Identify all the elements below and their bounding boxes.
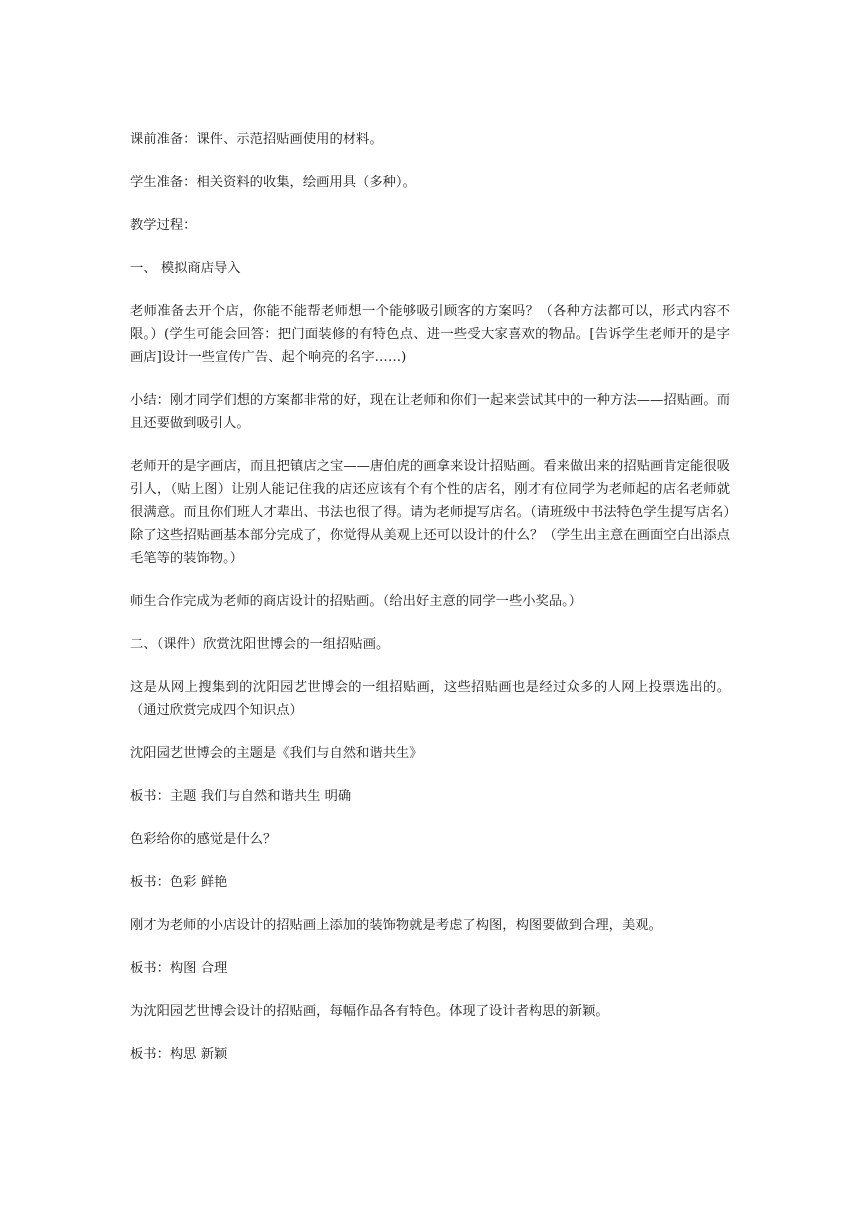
- paragraph-concept: 为沈阳园艺世博会设计的招贴画，每幅作品各有特色。体现了设计者构思的新颖。: [130, 1004, 609, 1019]
- paragraph-cooperation: 师生合作完成为老师的商店设计的招贴画。（给出好主意的同学一些小奖品。）: [130, 594, 583, 609]
- paragraph-class-prep: 课前准备：课件、示范招贴画使用的材料。: [130, 132, 383, 147]
- section-heading-2: 二、（课件）欣赏沈阳世博会的一组招贴画。: [130, 637, 390, 652]
- paragraph-expo-posters: 这是从网上搜集到的沈阳园艺世博会的一组招贴画，这些招贴画也是经过众多的人网上投票选出的。（通过欣赏完成四个知识点）: [130, 680, 730, 718]
- paragraph-shop-intro: 老师准备去开个店，你能不能帮老师想一个能够吸引顾客的方案吗？（各种方法都可以，形式内容不限。）(学生可能会回答：把门面装修的有特色点、进一些受大家喜欢的物品。[告诉学生老师开的是字画店]设计一些宣传广告、起个响亮的名字……): [130, 304, 730, 365]
- section-heading-1: 一、 模拟商店导入: [130, 261, 241, 276]
- paragraph-process-heading: 教学过程：: [130, 218, 197, 233]
- paragraph-student-prep: 学生准备：相关资料的收集，绘画用具（多种）。: [130, 175, 416, 190]
- board-note-concept: 板书：构思 新颖: [130, 1047, 228, 1062]
- board-note-composition: 板书：构图 合理: [130, 961, 228, 976]
- document-body: [130, 128, 730, 1086]
- paragraph-color-question: 色彩给你的感觉是什么？: [130, 832, 277, 847]
- board-note-color: 板书：色彩 鲜艳: [130, 875, 228, 890]
- paragraph-expo-theme: 沈阳园艺世博会的主题是《我们与自然和谐共生》: [130, 746, 423, 761]
- board-note-theme: 板书：主题 我们与自然和谐共生 明确: [130, 789, 352, 804]
- paragraph-composition: 刚才为老师的小店设计的招贴画上添加的装饰物就是考虑了构图，构图要做到合理，美观。: [130, 918, 662, 933]
- paragraph-summary: 小结：刚才同学们想的方案都非常的好，现在让老师和你们一起来尝试其中的一种方法——招贴画。而且还要做到吸引人。: [130, 393, 730, 431]
- paragraph-calligraphy-shop: 老师开的是字画店，而且把镇店之宝——唐伯虎的画拿来设计招贴画。看来做出来的招贴画肯定能很吸引人，（贴上图）让别人能记住我的店还应该有个有个性的店名，刚才有位同学为老师起的店名老师就很满意。而且你们班人才辈出、书法也很了得。请为老师提写店名。（请班级中书法特色学生提写店名）除了这些招贴画基本部分完成了，你觉得从美观上还可以设计的什么？（学生出主意在画面空白出添点毛笔等的装饰物。）: [130, 459, 730, 566]
